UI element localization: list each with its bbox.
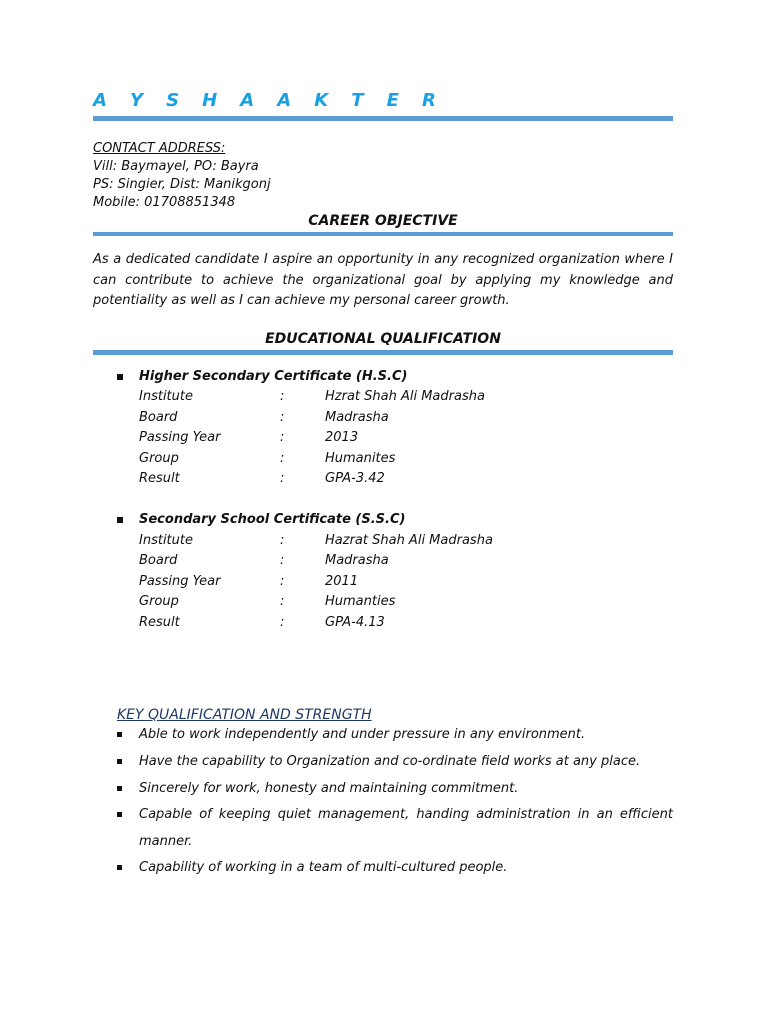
- education-row-value: GPA-4.13: [325, 615, 385, 630]
- education-entry-title: Higher Secondary Certificate (H.S.C): [139, 369, 408, 384]
- education-row-label: Institute: [139, 533, 193, 548]
- education-row-value: Humanites: [325, 451, 396, 466]
- education-row-label: Group: [139, 594, 179, 609]
- education-heading: EDUCATIONAL QUALIFICATION: [265, 331, 501, 347]
- education-row-label: Institute: [139, 389, 193, 404]
- education-row-value: Hzrat Shah Ali Madrasha: [325, 389, 485, 404]
- bullet-icon: [117, 786, 122, 791]
- education-row-value: Madrasha: [325, 410, 389, 425]
- bullet-icon: [117, 865, 122, 870]
- education-row-separator: :: [280, 615, 285, 630]
- contact-line: PS: Singier, Dist: Manikgonj: [93, 177, 271, 192]
- candidate-name: A Y S H A A K T E R: [93, 90, 445, 111]
- bullet-icon: [117, 374, 123, 380]
- name-divider: [93, 116, 673, 121]
- education-row-separator: :: [280, 553, 285, 568]
- contact-line: Mobile: 01708851348: [93, 195, 236, 210]
- bullet-icon: [117, 759, 122, 764]
- career-objective-text: As a dedicated candidate I aspire an opportunity in any recognized organization where I can contribute to achieve the organizational goal by applying my knowledge and potentiality as well as I can achieve my personal career growth.: [93, 252, 673, 308]
- education-row-label: Group: [139, 451, 179, 466]
- education-row-label: Result: [139, 471, 180, 486]
- strength-item: Capable of keeping quiet management, handing administration in an efficient manner.: [139, 807, 673, 849]
- career-objective-heading: CAREER OBJECTIVE: [308, 213, 458, 229]
- key-qualification-heading: KEY QUALIFICATION AND STRENGTH: [117, 707, 372, 723]
- education-row-separator: :: [280, 574, 285, 589]
- strength-item: Have the capability to Organization and co-ordinate field works at any place.: [139, 754, 641, 769]
- contact-line: Vill: Baymayel, PO: Bayra: [93, 159, 259, 174]
- education-row-separator: :: [280, 533, 285, 548]
- education-row-value: Humanties: [325, 594, 396, 609]
- education-row-value: Hazrat Shah Ali Madrasha: [325, 533, 493, 548]
- education-row-label: Passing Year: [139, 430, 221, 445]
- education-row-label: Result: [139, 615, 180, 630]
- education-row-label: Board: [139, 410, 178, 425]
- education-row-separator: :: [280, 594, 285, 609]
- education-row-value: 2013: [325, 430, 359, 445]
- contact-address-title: CONTACT ADDRESS:: [93, 141, 226, 156]
- education-row-value: Madrasha: [325, 553, 389, 568]
- education-row-label: Board: [139, 553, 178, 568]
- education-row-separator: :: [280, 410, 285, 425]
- education-row-separator: :: [280, 471, 285, 486]
- strength-item: Sincerely for work, honesty and maintaining commitment.: [139, 781, 519, 796]
- education-row-value: 2011: [325, 574, 359, 589]
- strength-item: Capability of working in a team of multi-cultured people.: [139, 860, 508, 875]
- career-divider: [93, 232, 673, 236]
- bullet-icon: [117, 732, 122, 737]
- bullet-icon: [117, 812, 122, 817]
- education-row-label: Passing Year: [139, 574, 221, 589]
- bullet-icon: [117, 517, 123, 523]
- strength-item: Able to work independently and under pressure in any environment.: [139, 727, 586, 742]
- education-row-separator: :: [280, 430, 285, 445]
- education-divider: [93, 350, 673, 355]
- education-row-separator: :: [280, 451, 285, 466]
- education-row-separator: :: [280, 389, 285, 404]
- education-row-value: GPA-3.42: [325, 471, 385, 486]
- education-entry-title: Secondary School Certificate (S.S.C): [139, 512, 406, 527]
